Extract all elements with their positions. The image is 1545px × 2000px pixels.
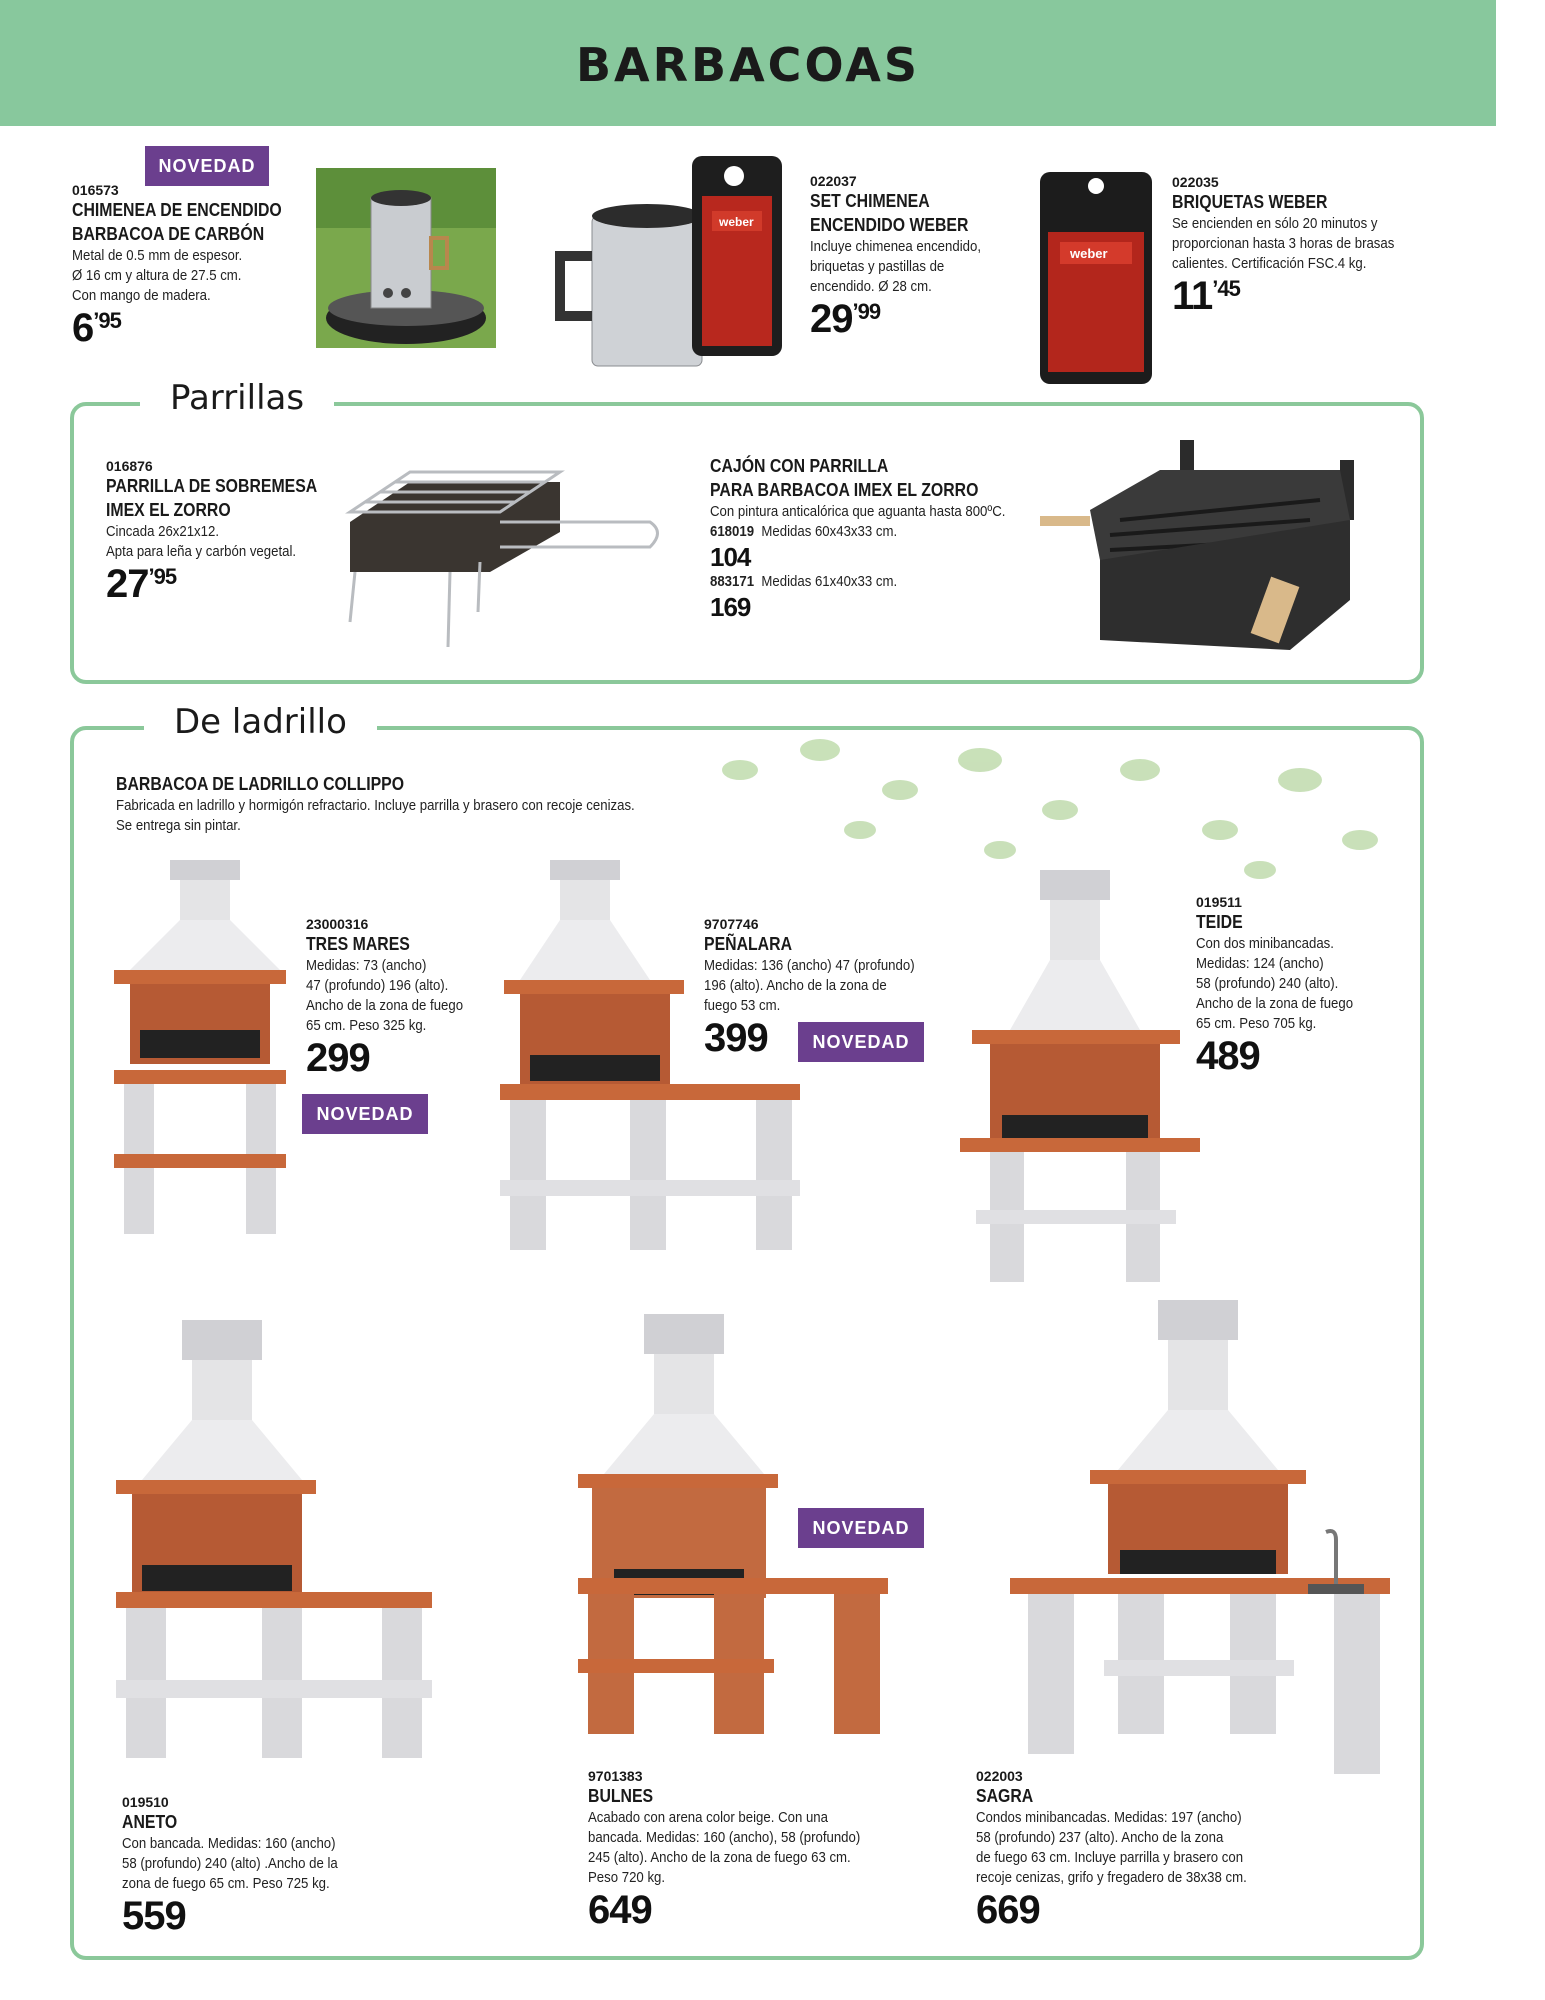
product-desc-line: briquetas y pastillas de (810, 258, 945, 275)
product-desc-line: Ancho de la zona de fuego (1196, 995, 1354, 1012)
product-name-line: SET CHIMENEA (810, 191, 930, 211)
product-name-line: CAJÓN CON PARRILLA (710, 456, 889, 476)
product-code: 019511 (1196, 894, 1242, 910)
product-desc-line: proporcionan hasta 3 horas de brasas (1172, 235, 1395, 252)
variant-measure: Medidas 61x40x33 cm. (761, 573, 898, 590)
product-desc-line: de fuego 63 cm. Incluye parrilla y brasero con (976, 1849, 1244, 1866)
product-set-weber (810, 173, 1004, 342)
product-desc-line: Metal de 0.5 mm de espesor. (72, 247, 243, 264)
product-desc-line: calientes. Certificación FSC.4 kg. (1172, 255, 1367, 272)
product-name: BULNES (588, 1786, 654, 1806)
product-desc-line: recoje cenizas, grifo y fregadero de 38x38 cm. (976, 1869, 1247, 1886)
product-name-line: ENCENDIDO WEBER (810, 215, 969, 235)
intro-desc-line: Se entrega sin pintar. (116, 817, 241, 834)
product-desc-line: Cincada 26x21x12. (106, 523, 220, 540)
novedad-badge: NOVEDAD (145, 146, 269, 186)
product-name-line: BRIQUETAS WEBER (1172, 192, 1328, 212)
intro-desc-line: Fabricada en ladrillo y hormigón refractario. Incluye parrilla y brasero con recoje cenizas. (116, 797, 635, 814)
variant-code: 883171 (710, 573, 755, 590)
aneto-photo (112, 1320, 442, 1780)
product-variant (710, 522, 1005, 542)
parrilla-sobremesa-photo (330, 462, 670, 652)
product-price: $6^{’95}$ (72, 306, 121, 350)
product-price: 489 (1196, 1034, 1260, 1078)
product-desc-line: Medidas: 136 (ancho) 47 (profundo) (704, 957, 915, 974)
product-sagra (976, 1768, 1284, 1933)
product-desc-line: Con mango de madera. (72, 287, 211, 304)
product-tres-mares (306, 916, 484, 1081)
variant-measure: Medidas 60x43x33 cm. (761, 523, 898, 540)
teide-photo (950, 870, 1210, 1290)
chimenea-photo (316, 168, 496, 348)
variant-code: 618019 (710, 523, 755, 540)
page-title: BARBACOAS (575, 38, 921, 92)
novedad-badge: NOVEDAD (798, 1508, 924, 1548)
product-cajon-parrilla (710, 454, 1046, 622)
product-price: 649 (588, 1888, 652, 1932)
product-variant (710, 572, 1005, 592)
ladrillo-title: De ladrillo (144, 702, 377, 742)
product-desc-line: Apta para leña y carbón vegetal. (106, 543, 297, 560)
product-name-line: IMEX EL ZORRO (106, 500, 231, 520)
product-desc-line: 47 (profundo) 196 (alto). (306, 977, 449, 994)
product-code: 022035 (1172, 174, 1219, 190)
novedad-badge: NOVEDAD (302, 1094, 428, 1134)
product-desc-line: 196 (alto). Ancho de la zona de (704, 977, 887, 994)
product-code: 022037 (810, 173, 857, 189)
tres-mares-photo (110, 860, 290, 1260)
collippo-intro (116, 772, 705, 836)
product-desc-line: 58 (profundo) 240 (alto) .Ancho de la (122, 1855, 338, 1872)
novedad-badge: NOVEDAD (798, 1022, 924, 1062)
variant-price: 104 (710, 542, 751, 572)
product-code: 9707746 (704, 916, 759, 932)
product-price: 299 (306, 1036, 370, 1080)
sagra-photo (1008, 1300, 1393, 1780)
product-name-line: PARA BARBACOA IMEX EL ZORRO (710, 480, 979, 500)
product-price: $11^{’45}$ (1172, 274, 1240, 318)
product-desc-line: Con dos minibancadas. (1196, 935, 1334, 952)
product-desc-line: Ancho de la zona de fuego (306, 997, 464, 1014)
product-desc-line: 58 (profundo) 237 (alto). Ancho de la zona (976, 1829, 1224, 1846)
product-desc-line: encendido. Ø 28 cm. (810, 278, 932, 295)
variant-price: 169 (710, 592, 751, 622)
product-briquetas (1172, 174, 1425, 319)
product-desc-line: Condos minibancadas. Medidas: 197 (ancho) (976, 1809, 1242, 1826)
product-code: 23000316 (306, 916, 369, 932)
product-price: 559 (122, 1894, 186, 1938)
product-chimenea (72, 182, 310, 351)
product-price: 399 (704, 1016, 768, 1060)
product-name: PEÑALARA (704, 934, 793, 954)
page-header (0, 0, 1496, 126)
product-name: ANETO (122, 1812, 178, 1832)
product-desc-line: Medidas: 73 (ancho) (306, 957, 427, 974)
product-desc-line: Con bancada. Medidas: 160 (ancho) (122, 1835, 336, 1852)
product-price: $29^{’99}$ (810, 297, 881, 341)
product-name-line: PARRILLA DE SOBREMESA (106, 476, 318, 496)
product-desc-line: 58 (profundo) 240 (alto). (1196, 975, 1339, 992)
product-name: SAGRA (976, 1786, 1034, 1806)
product-desc-line: Ø 16 cm y altura de 27.5 cm. (72, 267, 242, 284)
product-price: $27^{’95}$ (106, 562, 177, 606)
intro-name: BARBACOA DE LADRILLO COLLIPPO (116, 774, 405, 794)
product-code: 019510 (122, 1794, 169, 1810)
weber-set-photo (552, 156, 792, 376)
product-code: 022003 (976, 1768, 1023, 1784)
product-desc-line: Incluye chimenea encendido, (810, 238, 981, 255)
product-desc-line: 245 (alto). Ancho de la zona de fuego 63 cm. (588, 1849, 851, 1866)
product-desc-line: Medidas: 124 (ancho) (1196, 955, 1324, 972)
product-desc-line: Peso 720 kg. (588, 1869, 666, 1886)
product-desc-line: bancada. Medidas: 160 (ancho), 58 (profundo) (588, 1829, 861, 1846)
product-name: TEIDE (1196, 912, 1243, 932)
product-desc-line: 65 cm. Peso 325 kg. (306, 1017, 427, 1034)
product-code: 016876 (106, 458, 153, 474)
svg-text:weber: weber (1070, 246, 1108, 261)
product-desc-line: Acabado con arena color beige. Con una (588, 1809, 828, 1826)
svg-text:weber: weber (719, 215, 754, 229)
product-desc-line: Se encienden en sólo 20 minutos y (1172, 215, 1378, 232)
parrillas-title: Parrillas (140, 378, 334, 418)
product-desc-line: fuego 53 cm. (704, 997, 781, 1014)
cajon-parrilla-photo (1040, 440, 1370, 660)
product-code: 9701383 (588, 1768, 643, 1784)
product-desc-line: Con pintura anticalórica que aguanta hasta 800ºC. (710, 503, 1006, 520)
product-desc-line: zona de fuego 65 cm. Peso 725 kg. (122, 1875, 330, 1892)
product-code: 016573 (72, 182, 119, 198)
product-name-line: BARBACOA DE CARBÓN (72, 224, 265, 244)
product-name: TRES MARES (306, 934, 410, 954)
product-name-line: CHIMENEA DE ENCENDIDO (72, 200, 282, 220)
product-price: 669 (976, 1888, 1040, 1932)
product-parrilla-sobremesa (106, 458, 346, 607)
product-desc-line: 65 cm. Peso 705 kg. (1196, 1015, 1317, 1032)
briquetas-bag-photo (1040, 172, 1152, 384)
product-teide (1196, 894, 1374, 1079)
product-bulnes (588, 1768, 897, 1933)
product-aneto (122, 1794, 367, 1939)
